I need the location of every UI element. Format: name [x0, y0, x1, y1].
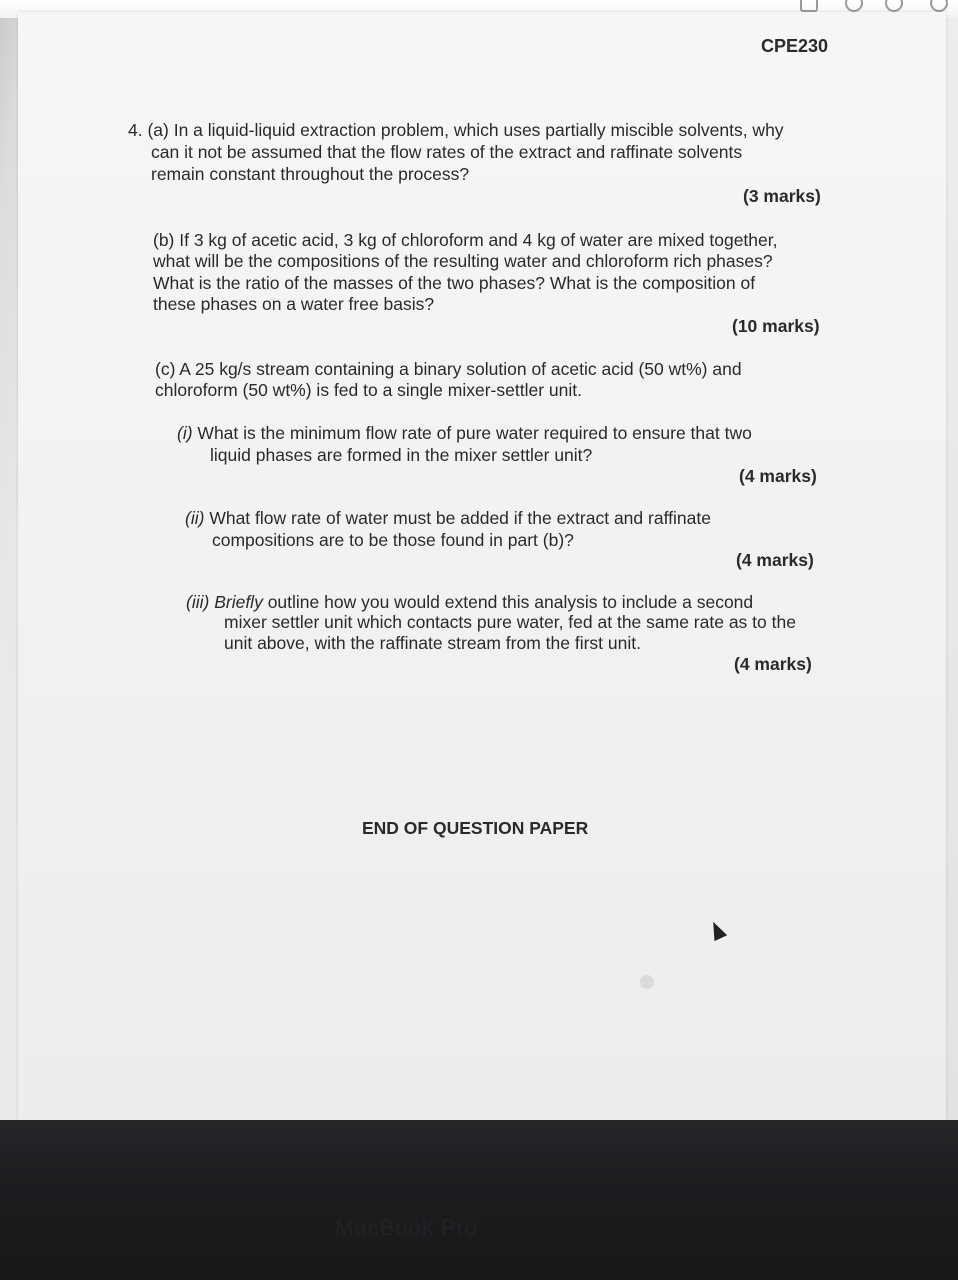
q4b-line-2: what will be the compositions of the resulting water and chloroform rich phases? — [153, 251, 773, 271]
laptop-bezel — [0, 1120, 958, 1280]
screen-glare — [640, 975, 654, 989]
end-of-paper: END OF QUESTION PAPER — [362, 818, 589, 838]
q4a-line-2: can it not be assumed that the flow rates of the extract and raffinate solvents — [151, 142, 743, 162]
q4c-ii-line-1 — [185, 508, 711, 530]
q4c-i-line-2: liquid phases are formed in the mixer settler unit? — [210, 445, 593, 465]
q4c-line-1: (c) A 25 kg/s stream containing a binary solution of acetic acid (50 wt%) and — [155, 359, 742, 379]
q4c-i-line-1 — [177, 423, 752, 445]
q4a-marks: (3 marks) — [743, 186, 821, 206]
q4c-ii-numeral: (ii) — [185, 508, 205, 528]
q4a-line-1: 4. (a) In a liquid-liquid extraction problem, which uses partially miscible solvents, why — [128, 120, 784, 140]
q4b-line-1: (b) If 3 kg of acetic acid, 3 kg of chloroform and 4 kg of water are mixed together, — [153, 230, 778, 250]
q4c-iii-line-3: unit above, with the raffinate stream from the first unit. — [224, 633, 641, 653]
q4c-i-text-1: What is the minimum flow rate of pure water required to ensure that two — [197, 423, 752, 443]
q4c-iii-numeral: (iii) — [186, 592, 210, 612]
q4c-iii-text-1: outline how you would extend this analysis to include a second — [267, 592, 754, 612]
q4b-line-3: What is the ratio of the masses of the two phases? What is the composition of — [153, 273, 756, 293]
laptop-brand-label: MacBook Pro — [335, 1215, 479, 1240]
q4c-ii-text-1: What flow rate of water must be added if the extract and raffinate — [209, 508, 711, 528]
q4b-marks: (10 marks) — [732, 316, 820, 336]
toolbar-icon[interactable] — [845, 0, 863, 12]
q4c-line-2: chloroform (50 wt%) is fed to a single mixer-settler unit. — [155, 380, 582, 400]
q4c-iii-line-1 — [186, 592, 753, 614]
course-code: CPE230 — [761, 36, 829, 56]
q4c-ii-line-2: compositions are to be those found in part (b)? — [212, 530, 574, 550]
toolbar-icon[interactable] — [885, 0, 903, 12]
q4b-line-4: these phases on a water free basis? — [153, 294, 435, 314]
toolbar-icon[interactable] — [800, 0, 818, 12]
q4c-i-marks: (4 marks) — [739, 466, 817, 486]
q4c-iii-marks: (4 marks) — [734, 654, 812, 674]
q4c-i-numeral: (i) — [177, 423, 193, 443]
q4c-iii-line-2: mixer settler unit which contacts pure water, fed at the same rate as to the — [224, 612, 796, 632]
q4c-iii-emph: Briefly — [214, 592, 263, 612]
q4a-line-3: remain constant throughout the process? — [151, 164, 470, 184]
toolbar-icon[interactable] — [930, 0, 948, 12]
q4c-ii-marks: (4 marks) — [736, 550, 814, 570]
